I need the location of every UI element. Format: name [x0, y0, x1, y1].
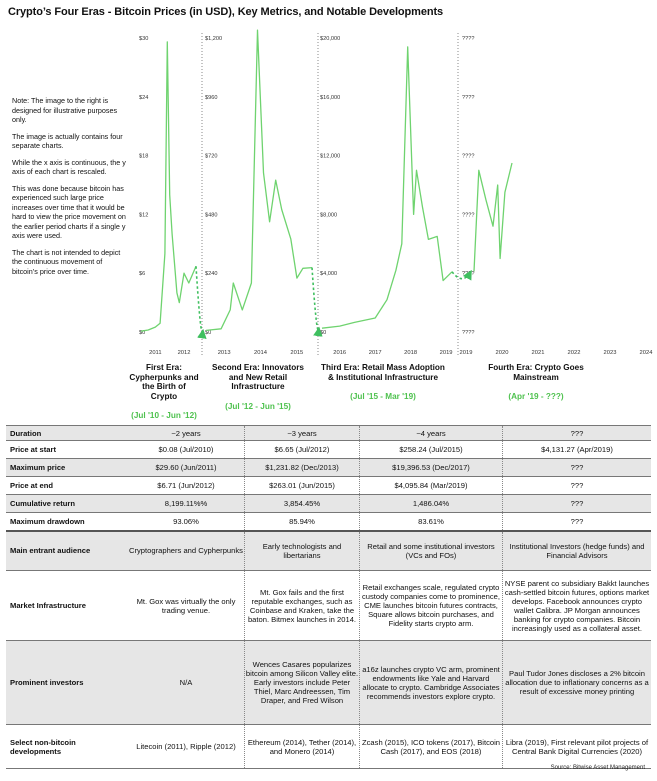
table-row [6, 513, 651, 531]
table-cell: N/A [128, 641, 245, 725]
y-tick-label: ???? [462, 94, 475, 101]
y-tick-label: $6 [139, 271, 146, 278]
table-cell: Mt. Gox fails and the first reputable exchanges, such as Coinbase and Kraken, take the baton. Bitmex launches in 2014. [245, 571, 360, 641]
y-tick-label: $0 [320, 330, 327, 336]
x-tick-label: 2013 [217, 350, 231, 356]
row-label: Market Infrastructure [6, 571, 128, 641]
y-tick-label: $30 [139, 36, 149, 42]
x-tick-label: 2014 [254, 350, 267, 356]
table-row [6, 725, 651, 769]
table-cell: ??? [503, 477, 652, 495]
table-cell: 3,854.45% [245, 495, 360, 513]
row-label: Maximum drawdown [6, 513, 128, 531]
y-tick-label: $720 [205, 153, 218, 160]
source-note: Source: Bitwise Asset Management [550, 765, 645, 771]
table-cell: Zcash (2015), ICO tokens (2017), Bitcoin Cash (2017), and EOS (2018) [360, 725, 503, 769]
table-cell: 1,486.04% [360, 495, 503, 513]
x-tick-label: 2011 [149, 350, 162, 356]
note-paragraph: While the x axis is continuous, the y axis of each chart is rescaled. [12, 157, 126, 176]
table-cell: Institutional Investors (hedge funds) and Financial Advisors [503, 531, 652, 571]
table-cell: $258.24 (Jul/2015) [360, 441, 503, 459]
row-label: Select non-bitcoin developments [6, 725, 128, 769]
price-line-era-4 [474, 163, 512, 271]
table-cell: ??? [503, 495, 652, 513]
y-tick-label: ???? [462, 153, 475, 160]
table-cell: $6.71 (Jun/2012) [128, 477, 245, 495]
table-cell: ??? [503, 513, 652, 531]
y-tick-label: $960 [205, 94, 218, 101]
table-cell: 83.61% [360, 513, 503, 531]
note-paragraph: This was done because bitcoin has experienced such large price increases over time that it would be hard to view the price movement on the earlier period charts if a single y axis were used. [12, 183, 126, 240]
row-label: Duration [6, 426, 128, 441]
era-1-heading [128, 363, 200, 421]
era-1-dates: (Jul '10 - Jun '12) [131, 411, 197, 421]
table-cell: 8,199.11%% [128, 495, 245, 513]
table-cell: ??? [503, 459, 652, 477]
x-tick-label: 2022 [567, 350, 581, 356]
price-line-era-1 [141, 42, 196, 331]
row-label: Price at start [6, 441, 128, 459]
y-tick-label: $20,000 [320, 36, 341, 42]
table-cell: Retail and some institutional investors (VCs and FOs) [360, 531, 503, 571]
table-cell: Libra (2019), First relevant pilot projects of Central Bank Digital Currencies (2020) [503, 725, 652, 769]
table-cell: ~4 years [360, 426, 503, 441]
y-tick-label: $12,000 [320, 153, 341, 160]
note-paragraph: The image is actually contains four separate charts. [12, 131, 123, 150]
era-4-dates: (Apr '19 - ???) [508, 392, 564, 402]
table-cell: Wences Casares popularizes bitcoin among Silicon Valley elite. Early investors include Peter Thiel, Marc Andreessen, Tim Draper, and Fred Wilson [245, 641, 360, 725]
table-row [6, 426, 651, 441]
y-tick-label: $18 [139, 153, 149, 160]
era-1-title: First Era: Cypherpunks and the Birth of Crypto [129, 363, 199, 401]
table-cell: Paul Tudor Jones discloses a 2% bitcoin allocation due to inflationary concerns as a result of excessive money printing [503, 641, 652, 725]
x-tick-label: 2024 [639, 350, 653, 356]
table-cell: ~3 years [245, 426, 360, 441]
y-tick-label: $0 [205, 330, 212, 336]
era-2-title: Second Era: Innovators and New Retail Infrastructure [212, 363, 304, 392]
y-tick-label: ???? [462, 330, 475, 336]
y-tick-label: ???? [462, 36, 475, 42]
era-2-dates: (Jul '12 - Jun '15) [225, 401, 291, 411]
x-tick-label: 2018 [404, 350, 418, 356]
y-tick-label: $240 [205, 271, 218, 278]
table-cell: Ethereum (2014), Tether (2014), and Monero (2014) [245, 725, 360, 769]
metrics-table [6, 425, 651, 769]
table-row [6, 441, 651, 459]
y-tick-label: ???? [462, 271, 475, 278]
era-3-heading [320, 363, 446, 402]
era-3-dates: (Jul '15 - Mar '19) [350, 392, 416, 402]
table-cell: 93.06% [128, 513, 245, 531]
table-row [6, 571, 651, 641]
y-tick-label: $12 [139, 212, 149, 219]
table-row [6, 641, 651, 725]
era-charts [0, 0, 657, 365]
table-cell: Mt. Gox was virtually the only trading venue. [128, 571, 245, 641]
table-cell: $4,095.84 (Mar/2019) [360, 477, 503, 495]
x-tick-label: 2019 [459, 350, 473, 356]
table-cell: 85.94% [245, 513, 360, 531]
table-row [6, 531, 651, 571]
era-4-heading [476, 363, 596, 402]
table-cell: Retail exchanges scale, regulated crypto custody companies come to prominence, CME launches bitcoin futures contracts, Square allows bitcoin purchases, and Fidelity starts crypto arm. [360, 571, 503, 641]
price-line-era-2 [206, 30, 312, 330]
table-cell: $29.60 (Jun/2011) [128, 459, 245, 477]
x-tick-label: 2021 [531, 350, 545, 356]
x-tick-label: 2020 [495, 350, 509, 356]
table-cell: ??? [503, 426, 652, 441]
era-2-heading [208, 363, 308, 411]
row-label: Main entrant audience [6, 531, 128, 571]
table-cell: Litecoin (2011), Ripple (2012) [128, 725, 245, 769]
table-cell: $1,231.82 (Dec/2013) [245, 459, 360, 477]
y-tick-label: $480 [205, 212, 218, 219]
note-paragraph: Note: The image to the right is designed for illustrative purposes only. [12, 96, 118, 124]
table-row [6, 477, 651, 495]
y-tick-label: ???? [462, 212, 475, 219]
y-tick-label: $0 [139, 330, 146, 336]
price-line-era-3 [322, 47, 452, 328]
table-cell: a16z launches crypto VC arm, prominent endowments like Yale and Harvard allocate to crypto. Cambridge Associates recommends investors explore crypto. [360, 641, 503, 725]
row-label: Price at end [6, 477, 128, 495]
era-3-title: Third Era: Retail Mass Adoption & Institutional Infrastructure [321, 363, 445, 382]
x-tick-label: 2017 [368, 350, 382, 356]
y-tick-label: $8,000 [320, 212, 338, 219]
note-paragraph: The chart is not intended to depict the continuous movement of bitcoin’s price over time. [12, 247, 121, 276]
table-cell: NYSE parent co subsidiary Bakkt launches cash-settled bitcoin futures, options market develops. Facebook announces crypto wallet Calibra. JP Morgan announces banking for crypto companies. Bitcoin increasingly used as a collateral asset. [503, 571, 652, 641]
y-tick-label: $24 [139, 94, 149, 101]
era-4-title: Fourth Era: Crypto Goes Mainstream [488, 363, 584, 382]
x-tick-label: 2019 [439, 350, 453, 356]
table-cell: Early technologists and libertarians [245, 531, 360, 571]
x-tick-label: 2012 [177, 350, 191, 356]
table-cell: $19,396.53 (Dec/2017) [360, 459, 503, 477]
page-title: Crypto’s Four Eras - Bitcoin Prices (in USD), Key Metrics, and Notable Developments [8, 6, 444, 18]
row-label: Cumulative return [6, 495, 128, 513]
table-cell: ~2 years [128, 426, 245, 441]
table-row [6, 495, 651, 513]
table-row [6, 459, 651, 477]
x-tick-label: 2016 [333, 350, 347, 356]
table-cell: $4,131.27 (Apr/2019) [503, 441, 652, 459]
y-tick-label: $1,200 [205, 36, 223, 42]
x-tick-label: 2015 [290, 350, 304, 356]
x-tick-label: 2023 [603, 350, 617, 356]
table-cell: Cryptographers and Cypherpunks [128, 531, 245, 571]
row-label: Prominent investors [6, 641, 128, 725]
row-label: Maximum price [6, 459, 128, 477]
table-cell: $6.65 (Jul/2012) [245, 441, 360, 459]
y-tick-label: $4,000 [320, 271, 338, 278]
table-cell: $0.08 (Jul/2010) [128, 441, 245, 459]
y-tick-label: $16,000 [320, 94, 341, 101]
table-cell: $263.01 (Jun/2015) [245, 477, 360, 495]
